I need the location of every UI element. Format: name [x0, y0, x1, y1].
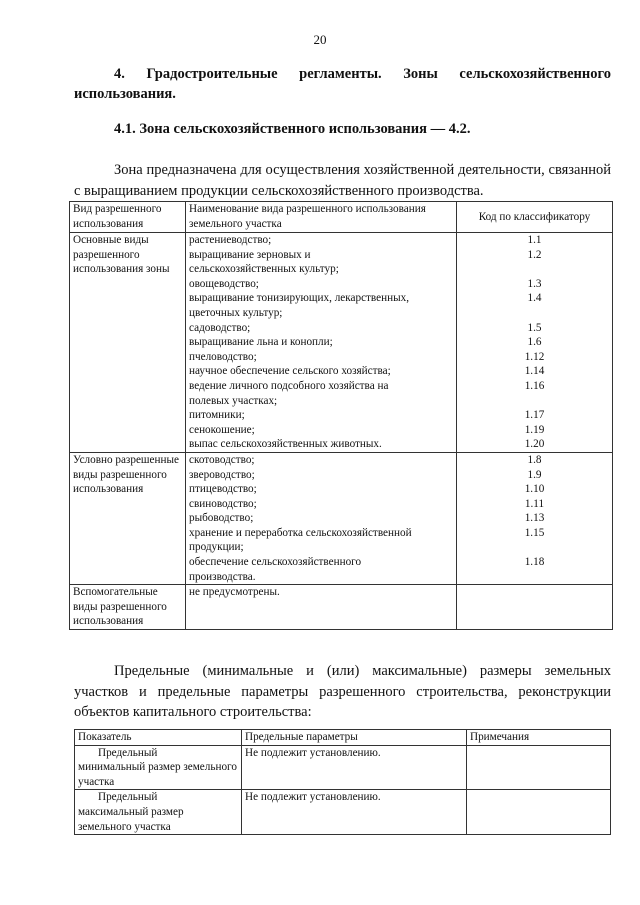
- limit-value: Не подлежит установлению.: [242, 745, 467, 790]
- indicator-cell: [75, 790, 242, 835]
- list-item: пчеловодство;: [189, 350, 257, 363]
- code-item: 1.16: [524, 379, 545, 392]
- list-item: производства.: [189, 570, 256, 583]
- code-item: 1.5: [527, 321, 542, 334]
- indicator-cell: [75, 745, 242, 790]
- indicator-rest: максимальный размер земельного участка: [78, 805, 184, 833]
- code-item: 1.13: [524, 512, 545, 525]
- list-item: птицеводство;: [189, 483, 257, 496]
- section-heading: 4. Градостроительные регламенты. Зоны сельскохозяйственного использования.: [74, 66, 611, 102]
- table-row: [70, 585, 613, 630]
- code-item: 1.19: [524, 423, 545, 436]
- table-row: [70, 452, 613, 584]
- list-item: продукции;: [189, 541, 244, 554]
- parameters-table: [74, 729, 611, 835]
- use-codes-conditional: [457, 452, 613, 584]
- list-item: садоводство;: [189, 321, 251, 334]
- use-type-main: Основные виды разрешенного использования зоны: [70, 233, 186, 453]
- header-limits: Предельные параметры: [242, 730, 467, 746]
- list-item: выращивание льна и конопли;: [189, 336, 333, 349]
- list-item: рыбоводство;: [189, 512, 254, 525]
- table-header-row: [75, 730, 611, 746]
- list-item: полевых участках;: [189, 394, 278, 407]
- code-item: 1.9: [527, 468, 542, 481]
- header-use-name: Наименование вида разрешенного использования земельного участка: [186, 202, 457, 233]
- indicator-rest: минимальный размер земельного участка: [78, 761, 237, 788]
- list-item: овощеводство;: [189, 277, 259, 290]
- code-item: 1.2: [527, 248, 542, 261]
- code-item: 1.8: [527, 453, 542, 466]
- code-item: 1.17: [524, 409, 545, 422]
- limits-paragraph: Предельные (минимальные и (или) максимальные) размеры земельных участков и предельные параметры разрешенного строительства, реконструкции объектов капитального строительства:: [74, 663, 611, 720]
- table-row: [75, 790, 611, 835]
- list-item: хранение и переработка сельскохозяйственной: [189, 526, 412, 539]
- list-item: научное обеспечение сельского хозяйства;: [189, 365, 391, 378]
- list-item: сенокошение;: [189, 423, 255, 436]
- page-number: 20: [313, 32, 327, 47]
- code-item: [460, 394, 609, 409]
- code-item: 1.15: [524, 526, 545, 539]
- table-row: [75, 745, 611, 790]
- table-row: [70, 233, 613, 453]
- code-item: 1.11: [524, 497, 545, 510]
- use-codes-auxiliary: [457, 585, 613, 630]
- code-item: 1.10: [524, 483, 545, 496]
- table-header-row: [70, 202, 613, 233]
- code-item: 1.12: [524, 350, 545, 363]
- code-item: 1.6: [527, 336, 542, 349]
- use-type-auxiliary: Вспомогательные виды разрешенного использования: [70, 585, 186, 630]
- code-item: [460, 540, 609, 555]
- use-names-conditional: [186, 452, 457, 584]
- code-item: 1.1: [527, 234, 542, 246]
- code-item: [460, 570, 609, 585]
- list-item: выпас сельскохозяйственных животных.: [189, 438, 382, 451]
- list-item: выращивание тонизирующих, лекарственных,: [189, 292, 409, 305]
- code-item: 1.3: [527, 277, 542, 290]
- list-item: не предусмотрены.: [189, 586, 280, 599]
- list-item: скотоводство;: [189, 453, 255, 466]
- use-codes-main: [457, 233, 613, 453]
- list-item: звероводство;: [189, 468, 255, 481]
- limit-value: Не подлежит установлению.: [242, 790, 467, 835]
- subsection-heading: 4.1. Зона сельскохозяйственного использования — 4.2.: [114, 121, 471, 137]
- code-item: [460, 262, 609, 277]
- note-cell: [467, 790, 611, 835]
- list-item: выращивание зерновых и: [189, 248, 311, 261]
- list-item: цветочных культур;: [189, 306, 283, 319]
- use-type-conditional: Условно разрешенные виды разрешенного использования: [70, 452, 186, 584]
- code-item: 1.4: [527, 292, 542, 305]
- use-names-auxiliary: [186, 585, 457, 630]
- use-names-main: [186, 233, 457, 453]
- header-code: Код по классификатору: [457, 202, 613, 233]
- list-item: сельскохозяйственных культур;: [189, 263, 339, 276]
- code-item: [460, 306, 609, 321]
- code-item: 1.18: [524, 556, 545, 569]
- permitted-uses-table: [69, 201, 613, 630]
- header-use-type: Вид разрешенного использования: [70, 202, 186, 233]
- intro-paragraph: Зона предназначена для осуществления хозяйственной деятельности, связанной с выращиванием продукции сельскохозяйственного производства.: [74, 162, 611, 199]
- list-item: обеспечение сельскохозяйственного: [189, 556, 362, 569]
- header-indicator: Показатель: [75, 730, 242, 746]
- code-item: 1.14: [524, 365, 545, 378]
- list-item: свиноводство;: [189, 497, 257, 510]
- indicator-lead: Предельный: [98, 746, 158, 759]
- code-item: 1.20: [524, 438, 545, 451]
- header-notes: Примечания: [467, 730, 611, 746]
- indicator-lead: Предельный: [98, 791, 158, 804]
- list-item: растениеводство;: [189, 234, 272, 246]
- list-item: ведение личного подсобного хозяйства на: [189, 379, 389, 392]
- list-item: питомники;: [189, 409, 245, 422]
- note-cell: [467, 745, 611, 790]
